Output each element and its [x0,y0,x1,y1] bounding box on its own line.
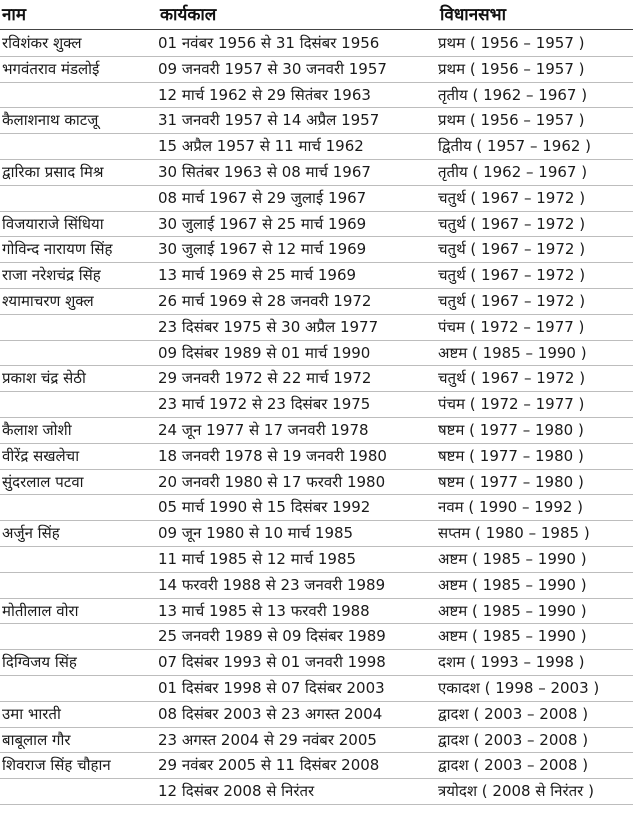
row-assembly: दशम ( 1993 – 1998 ) [438,653,585,672]
row-name: बाबूलाल गौर [2,730,71,749]
row-assembly: चतुर्थ ( 1967 – 1972 ) [438,266,586,285]
row-term: 14 फरवरी 1988 से 23 जनवरी 1989 [158,575,386,594]
row-term: 30 जुलाई 1967 से 25 मार्च 1969 [158,214,367,233]
table-row [0,753,633,779]
table-row [0,779,633,805]
row-term: 12 दिसंबर 2008 से निरंतर [158,782,315,801]
table-row [0,521,633,547]
row-term: 30 जुलाई 1967 से 12 मार्च 1969 [158,240,367,259]
table-row [0,57,633,83]
row-term: 25 जनवरी 1989 से 09 दिसंबर 1989 [158,627,386,646]
row-term: 08 दिसंबर 2003 से 23 अगस्त 2004 [158,704,383,723]
table-row [0,315,633,341]
table-row [0,341,633,367]
row-assembly: द्वितीय ( 1957 – 1962 ) [438,137,592,156]
row-term: 29 जनवरी 1972 से 22 मार्च 1972 [158,369,372,388]
row-name: श्यामाचरण शुक्ल [2,291,94,310]
table-row [0,31,633,57]
row-assembly: त्रयोदश ( 2008 से निरंतर ) [438,782,594,801]
row-name: वीरेंद्र सखलेचा [2,446,80,465]
row-name: द्वारिका प्रसाद मिश्र [2,162,104,181]
row-assembly: चतुर्थ ( 1967 – 1972 ) [438,188,586,207]
row-term: 24 जून 1977 से 17 जनवरी 1978 [158,420,369,439]
row-name: कैलाश जोशी [2,420,72,439]
row-assembly: अष्टम ( 1985 – 1990 ) [438,549,587,568]
row-term: 31 जनवरी 1957 से 14 अप्रैल 1957 [158,111,380,130]
row-term: 23 अगस्त 2004 से 29 नवंबर 2005 [158,730,377,749]
table-row [0,212,633,238]
table-row [0,134,633,160]
row-name: शिवराज सिंह चौहान [2,756,111,775]
table-row [0,676,633,702]
row-assembly: तृतीय ( 1962 – 1967 ) [438,162,588,181]
table-row [0,599,633,625]
row-assembly: एकादश ( 1998 – 2003 ) [438,678,600,697]
row-term: 30 सितंबर 1963 से 08 मार्च 1967 [158,162,371,181]
row-name: सुंदरलाल पटवा [2,472,84,491]
row-term: 01 नवंबर 1956 से 31 दिसंबर 1956 [158,34,380,52]
row-name: रविशंकर शुक्ल [2,34,82,52]
row-term: 26 मार्च 1969 से 28 जनवरी 1972 [158,291,372,310]
row-assembly: चतुर्थ ( 1967 – 1972 ) [438,240,586,259]
row-name: गोविन्द नारायण सिंह [2,240,113,259]
row-term: 13 मार्च 1969 से 25 मार्च 1969 [158,266,357,285]
row-term: 09 दिसंबर 1989 से 01 मार्च 1990 [158,343,371,362]
row-assembly: नवम ( 1990 – 1992 ) [438,498,584,517]
row-name: दिग्विजय सिंह [2,653,77,672]
table-row [0,495,633,521]
table-row [0,728,633,754]
table-row [0,83,633,109]
row-assembly: द्वादश ( 2003 – 2008 ) [438,704,589,723]
row-assembly: पंचम ( 1972 – 1977 ) [438,317,585,336]
row-name: उमा भारती [2,704,61,723]
row-assembly: द्वादश ( 2003 – 2008 ) [438,730,589,749]
row-assembly: षष्टम ( 1977 – 1980 ) [438,420,584,439]
table-row [0,418,633,444]
header-term: कार्यकाल [160,5,217,25]
table-row [0,186,633,212]
row-assembly: अष्टम ( 1985 – 1990 ) [438,627,587,646]
table-row [0,444,633,470]
row-assembly: पंचम ( 1972 – 1977 ) [438,395,585,414]
row-assembly: षष्टम ( 1977 – 1980 ) [438,446,584,465]
table-row [0,392,633,418]
header-assembly: विधानसभा [440,5,506,25]
row-name: विजयाराजे सिंधिया [2,214,104,233]
table-row [0,650,633,676]
row-term: 15 अप्रैल 1957 से 11 मार्च 1962 [158,137,364,156]
row-assembly: चतुर्थ ( 1967 – 1972 ) [438,214,586,233]
row-assembly: चतुर्थ ( 1967 – 1972 ) [438,369,586,388]
row-assembly: अष्टम ( 1985 – 1990 ) [438,343,587,362]
row-assembly: अष्टम ( 1985 – 1990 ) [438,575,587,594]
row-term: 13 मार्च 1985 से 13 फरवरी 1988 [158,601,370,620]
row-assembly: प्रथम ( 1956 – 1957 ) [438,59,585,78]
table-header [0,0,633,28]
table-row [0,108,633,134]
row-name: कैलाशनाथ काटजू [2,111,99,130]
row-assembly: प्रथम ( 1956 – 1957 ) [438,34,585,52]
table-row [0,573,633,599]
row-term: 23 मार्च 1972 से 23 दिसंबर 1975 [158,395,371,414]
table-row [0,547,633,573]
row-name: अर्जुन सिंह [2,524,60,543]
table-row [0,470,633,496]
row-term: 12 मार्च 1962 से 29 सितंबर 1963 [158,85,371,104]
row-term: 11 मार्च 1985 से 12 मार्च 1985 [158,549,357,568]
row-term: 23 दिसंबर 1975 से 30 अप्रैल 1977 [158,317,379,336]
row-term: 01 दिसंबर 1998 से 07 दिसंबर 2003 [158,678,385,697]
row-assembly: द्वादश ( 2003 – 2008 ) [438,756,589,775]
table-row [0,366,633,392]
row-name: मोतीलाल वोरा [2,601,79,620]
table-row [0,624,633,650]
row-term: 07 दिसंबर 1993 से 01 जनवरी 1998 [158,653,386,672]
header-divider [0,29,633,30]
row-assembly: सप्तम ( 1980 – 1985 ) [438,524,590,543]
row-term: 29 नवंबर 2005 से 11 दिसंबर 2008 [158,756,380,775]
row-assembly: तृतीय ( 1962 – 1967 ) [438,85,588,104]
row-assembly: अष्टम ( 1985 – 1990 ) [438,601,587,620]
table-row [0,160,633,186]
header-name: नाम [2,5,27,25]
row-term: 05 मार्च 1990 से 15 दिसंबर 1992 [158,498,371,517]
row-term: 08 मार्च 1967 से 29 जुलाई 1967 [158,188,367,207]
row-name: भगवंतराव मंडलोई [2,59,100,78]
table-row [0,289,633,315]
table-row [0,237,633,263]
row-assembly: प्रथम ( 1956 – 1957 ) [438,111,585,130]
row-term: 09 जनवरी 1957 से 30 जनवरी 1957 [158,59,387,78]
table-row [0,263,633,289]
row-term: 20 जनवरी 1980 से 17 फरवरी 1980 [158,472,386,491]
row-assembly: चतुर्थ ( 1967 – 1972 ) [438,291,586,310]
row-term: 09 जून 1980 से 10 मार्च 1985 [158,524,354,543]
row-term: 18 जनवरी 1978 से 19 जनवरी 1980 [158,446,387,465]
table-row [0,702,633,728]
table-body [0,31,633,805]
row-name: राजा नरेशचंद्र सिंह [2,266,101,285]
row-assembly: षष्टम ( 1977 – 1980 ) [438,472,584,491]
row-name: प्रकाश चंद्र सेठी [2,369,86,388]
